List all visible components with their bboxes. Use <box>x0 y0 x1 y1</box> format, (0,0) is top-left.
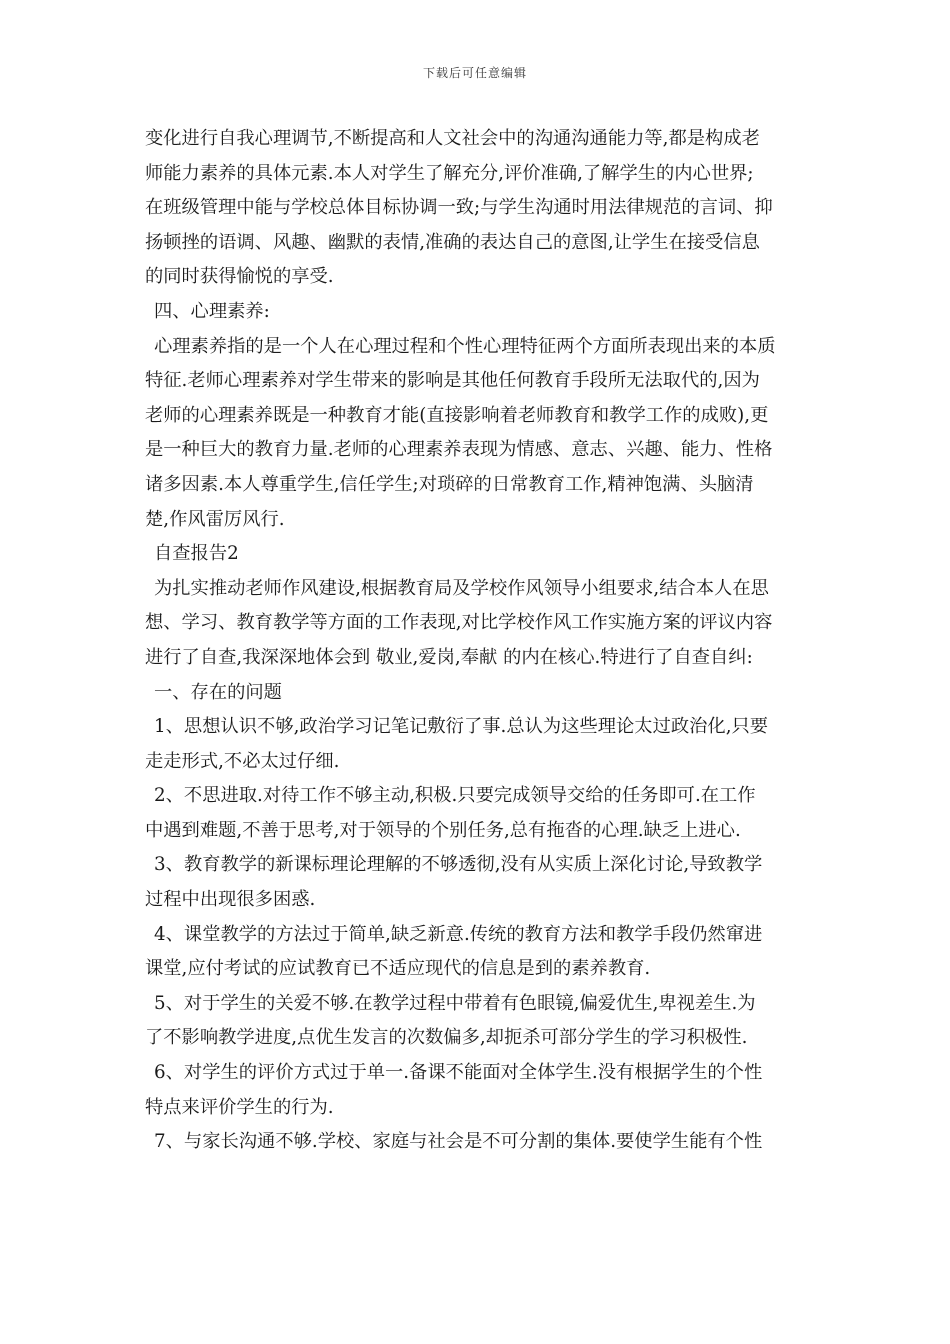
text-line: 4、课堂教学的方法过于简单,缺乏新意.传统的教育方法和教学手段仍然窜进 <box>154 923 763 945</box>
text-line: 在班级管理中能与学校总体目标协调一致;与学生沟通时用法律规范的言词、抑 <box>145 197 773 219</box>
text-line: 四、心理素养: <box>154 300 270 322</box>
document-body <box>145 122 815 1160</box>
text-line: 变化进行自我心理调节,不断提高和人文社会中的沟通沟通能力等,都是构成老 <box>145 128 760 149</box>
text-line: 诸多因素.本人尊重学生,信任学生;对琐碎的日常教育工作,精神饱满、头脑清 <box>145 473 754 495</box>
text-line: 6、对学生的评价方式过于单一.备课不能面对全体学生.没有根据学生的个性 <box>154 1062 763 1084</box>
text-line: 了不影响教学进度,点优生发言的次数偏多,却扼杀可部分学生的学习积极性. <box>145 1027 748 1049</box>
text-line: 课堂,应付考试的应试教育已不适应现代的信息是到的素养教育. <box>145 958 651 980</box>
text-line: 一、存在的问题 <box>154 681 282 703</box>
page-header: 下载后可任意编辑 <box>422 66 527 80</box>
text-line: 7、与家长沟通不够.学校、家庭与社会是不可分割的集体.要使学生能有个性 <box>154 1131 763 1153</box>
text-line: 过程中出现很多困惑. <box>145 889 316 911</box>
text-line: 心理素养指的是一个人在心理过程和个性心理特征两个方面所表现出来的本质 <box>154 335 776 357</box>
text-line: 特征.老师心理素养对学生带来的影响是其他任何教育手段所无法取代的,因为 <box>145 370 760 392</box>
text-line: 是一种巨大的教育力量.老师的心理素养表现为情感、意志、兴趣、能力、性格 <box>145 439 773 461</box>
text-line: 师能力素养的具体元素.本人对学生了解充分,评价准确,了解学生的内心世界; <box>145 162 754 184</box>
text-line: 进行了自查,我深深地体会到 敬业,爱岗,奉献 的内在核心.特进行了自查自纠: <box>145 646 753 668</box>
text-line: 为扎实推动老师作风建设,根据教育局及学校作风领导小组要求,结合本人在思 <box>154 577 769 599</box>
text-line: 走走形式,不必太过仔细. <box>145 750 340 772</box>
text-line: 自查报告2 <box>154 543 239 565</box>
text-line: 扬顿挫的语调、风趣、幽默的表情,准确的表达自己的意图,让学生在接受信息 <box>145 231 760 253</box>
text-line: 特点来评价学生的行为. <box>145 1096 334 1118</box>
text-line: 3、教育教学的新课标理论理解的不够透彻,没有从实质上深化讨论,导致教学 <box>154 854 763 876</box>
text-line: 想、学习、教育教学等方面的工作表现,对比学校作风工作实施方案的评议内容 <box>145 612 773 634</box>
text-line: 老师的心理素养既是一种教育才能(直接影响着老师教育和教学工作的成败),更 <box>145 404 769 426</box>
text-line: 楚,作风雷厉风行. <box>145 508 285 530</box>
text-line: 5、对于学生的关爱不够.在教学过程中带着有色眼镜,偏爱优生,卑视差生.为 <box>154 992 756 1014</box>
text-line: 1、思想认识不够,政治学习记笔记敷衍了事.总认为这些理论太过政治化,只要 <box>154 716 769 738</box>
text-line: 2、不思进取.对待工作不够主动,积极.只要完成领导交给的任务即可.在工作 <box>154 785 756 807</box>
text-line: 中遇到难题,不善于思考,对于领导的个别任务,总有拖沓的心理.缺乏上进心. <box>145 819 741 841</box>
text-line: 的同时获得愉悦的享受. <box>145 266 334 288</box>
